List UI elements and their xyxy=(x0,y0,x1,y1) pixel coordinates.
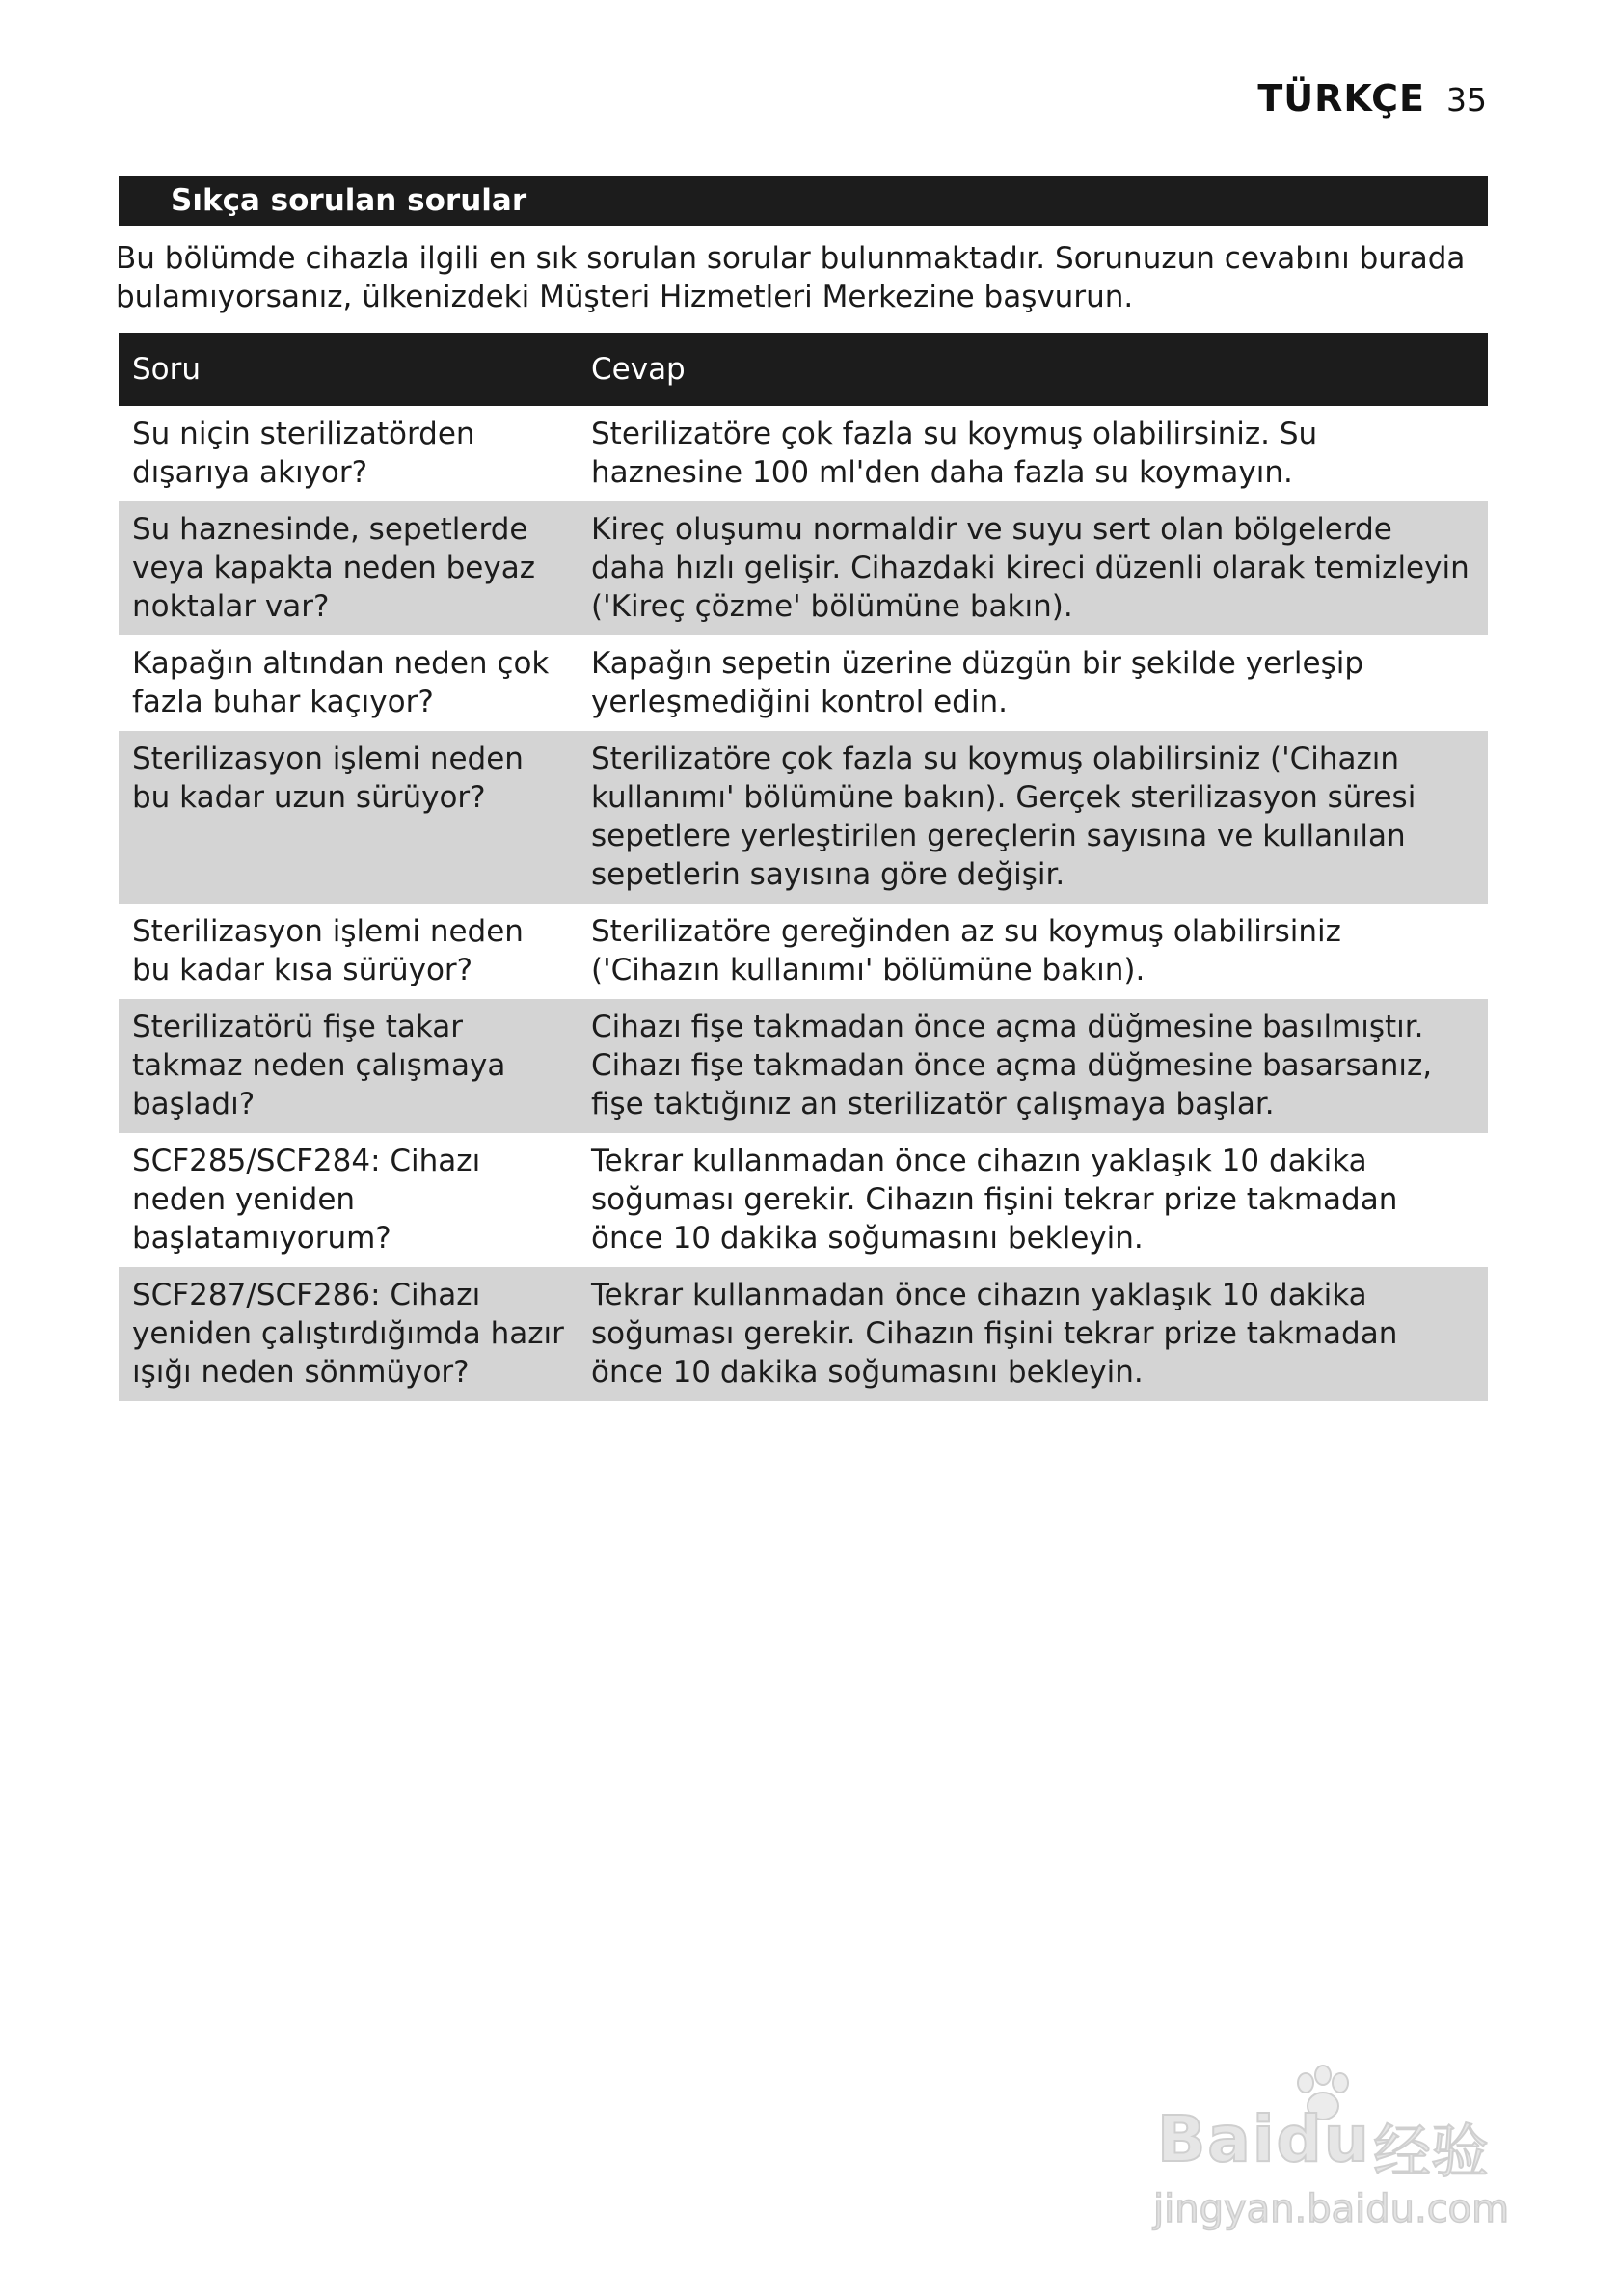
page-number: 35 xyxy=(1446,81,1487,119)
question-cell: Sterilizasyon işlemi neden bu kadar kısa sürüyor? xyxy=(132,914,524,987)
intro-line: Bu bölümde cihazla ilgili en sık sorulan sorular bulunmaktadır. Sorunuzun cevabını burada xyxy=(116,241,1466,276)
question-cell: Sterilizatörü fişe takar takmaz neden çalışmaya başladı? xyxy=(119,999,578,1133)
faq-table xyxy=(119,333,1488,1401)
language-label: TÜRKÇE xyxy=(1257,77,1425,120)
page-header xyxy=(1257,77,1487,120)
column-header-answer: Cevap xyxy=(578,333,1488,406)
table-row xyxy=(119,1133,1488,1267)
table-row xyxy=(119,999,1488,1133)
answer-cell: Tekrar kullanmadan önce cihazın yaklaşık 10 dakika soğuması gerekir. Cihazın fişini tekrar prize takmadan önce 10 dakika soğumasını bekleyin. xyxy=(578,1267,1488,1401)
answer-cell: Cihazı fişe takmadan önce açma düğmesine basılmıştır. Cihazı fişe takmadan önce açma düğmesine basarsanız, fişe taktığınız an sterilizatör çalışmaya başlar. xyxy=(578,999,1488,1133)
watermark-logo: Baidu xyxy=(1157,2102,1371,2176)
answer-cell: Sterilizatöre gereğinden az su koymuş olabilirsiniz ('Cihazın kullanımı' bölümüne bakın). xyxy=(591,914,1341,987)
question-cell: SCF287/SCF286: Cihazı yeniden çalıştırdığımda hazır ışığı neden sönmüyor? xyxy=(119,1267,578,1401)
table-row xyxy=(119,635,1488,731)
table-row xyxy=(119,1267,1488,1401)
answer-cell: Kapağın sepetin üzerine düzgün bir şekilde yerleşip yerleşmediğini kontrol edin. xyxy=(591,646,1364,719)
watermark-chinese: 经验 xyxy=(1373,2119,1489,2186)
watermark-url: jingyan.baidu.com xyxy=(1153,2187,1510,2231)
table-row xyxy=(119,406,1488,501)
table-row xyxy=(119,731,1488,904)
answer-cell: Sterilizatöre çok fazla su koymuş olabilirsiniz. Su haznesine 100 ml'den daha fazla su koymayın. xyxy=(591,417,1318,490)
intro-paragraph xyxy=(116,239,1485,316)
section-title: Sıkça sorulan sorular xyxy=(119,176,1488,226)
question-cell: Su niçin sterilizatörden dışarıya akıyor? xyxy=(132,417,475,490)
question-cell: Su haznesinde, sepetlerde veya kapakta neden beyaz noktalar var? xyxy=(119,501,578,635)
answer-cell: Tekrar kullanmadan önce cihazın yaklaşık 10 dakika soğuması gerekir. Cihazın fişini tekrar prize takmadan önce 10 dakika soğumasını bekleyin. xyxy=(591,1144,1398,1256)
question-cell: Sterilizasyon işlemi neden bu kadar uzun sürüyor? xyxy=(119,731,578,904)
answer-cell: Sterilizatöre çok fazla su koymuş olabilirsiniz ('Cihazın kullanımı' bölümüne bakın). Gerçek sterilizasyon süresi sepetlere yerleştirilen gereçlerin sayısına ve kullanılan sepetlerin sayısına göre değişir. xyxy=(578,731,1488,904)
column-header-question: Soru xyxy=(119,333,578,406)
table-header-row xyxy=(119,333,1488,406)
question-cell: Kapağın altından neden çok fazla buhar kaçıyor? xyxy=(132,646,550,719)
answer-cell: Kireç oluşumu normaldir ve suyu sert olan bölgelerde daha hızlı gelişir. Cihazdaki kireci düzenli olarak temizleyin ('Kireç çözme' bölümüne bakın). xyxy=(578,501,1488,635)
table-row xyxy=(119,904,1488,999)
table-row xyxy=(119,501,1488,635)
baidu-watermark xyxy=(1153,2064,1539,2247)
intro-line: bulamıyorsanız, ülkenizdeki Müşteri Hizmetleri Merkezine başvurun. xyxy=(116,280,1134,314)
question-cell: SCF285/SCF284: Cihazı neden yeniden başlatamıyorum? xyxy=(132,1144,481,1256)
